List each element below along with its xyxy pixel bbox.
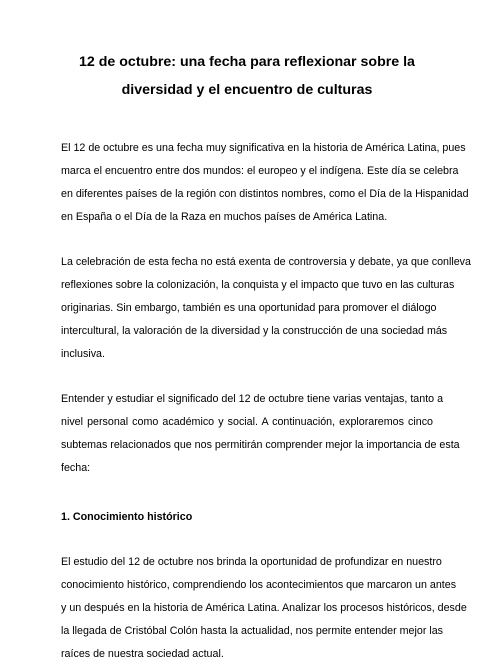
text-line: La celebración de esta fecha no está exenta de controversia y debate, ya que conlleva: [61, 256, 471, 268]
paragraph-controversy: [61, 251, 471, 366]
text-line: subtemas relacionados que nos permitirán comprender mejor la importancia de esta: [61, 439, 460, 451]
text-line: raíces de nuestra sociedad actual.: [61, 648, 224, 660]
text-line: en España o el Día de la Raza en muchos países de América Latina.: [61, 211, 388, 223]
text-line: El 12 de octubre es una fecha muy significativa en la historia de América Latina, pues: [61, 142, 466, 154]
title-line: diversidad y el encuentro de culturas: [121, 82, 373, 98]
text-line: El estudio del 12 de octubre nos brinda la oportunidad de profundizar en nuestro: [61, 556, 442, 568]
section-heading: 1. Conocimiento histórico: [61, 511, 193, 523]
text-line: nivel personal como académico y social. A continuación, exploraremos cinco: [61, 416, 433, 428]
text-line: la llegada de Cristóbal Colón hasta la actualidad, nos permite entender mejor las: [61, 625, 444, 637]
paragraph-subtopics: [61, 388, 460, 480]
document-title: [61, 48, 433, 104]
text-line: fecha:: [61, 462, 91, 474]
text-line: reflexiones sobre la colonización, la conquista y el impacto que tuvo en las culturas: [61, 279, 455, 291]
text-line: conocimiento histórico, comprendiendo los acontecimientos que marcaron un antes: [61, 579, 457, 591]
text-line: y un después en la historia de América Latina. Analizar los procesos históricos, desde: [61, 602, 467, 614]
text-line: Entender y estudiar el significado del 12 de octubre tiene varias ventajas, tanto a: [61, 393, 444, 405]
text-line: originarias. Sin embargo, también es una oportunidad para promover el diálogo: [61, 302, 437, 314]
text-line: marca el encuentro entre dos mundos: el europeo y el indígena. Este día se celebra: [61, 165, 459, 177]
paragraph-intro: [61, 137, 469, 229]
title-line: 12 de octubre: una fecha para reflexionar sobre la: [79, 54, 415, 70]
text-line: en diferentes países de la región con distintos nombres, como el Día de la Hispanidad: [61, 188, 469, 200]
paragraph-historical-knowledge: [61, 551, 467, 666]
text-line: intercultural, la valoración de la diversidad y la construcción de una sociedad más: [61, 325, 448, 337]
text-line: inclusiva.: [61, 348, 105, 360]
